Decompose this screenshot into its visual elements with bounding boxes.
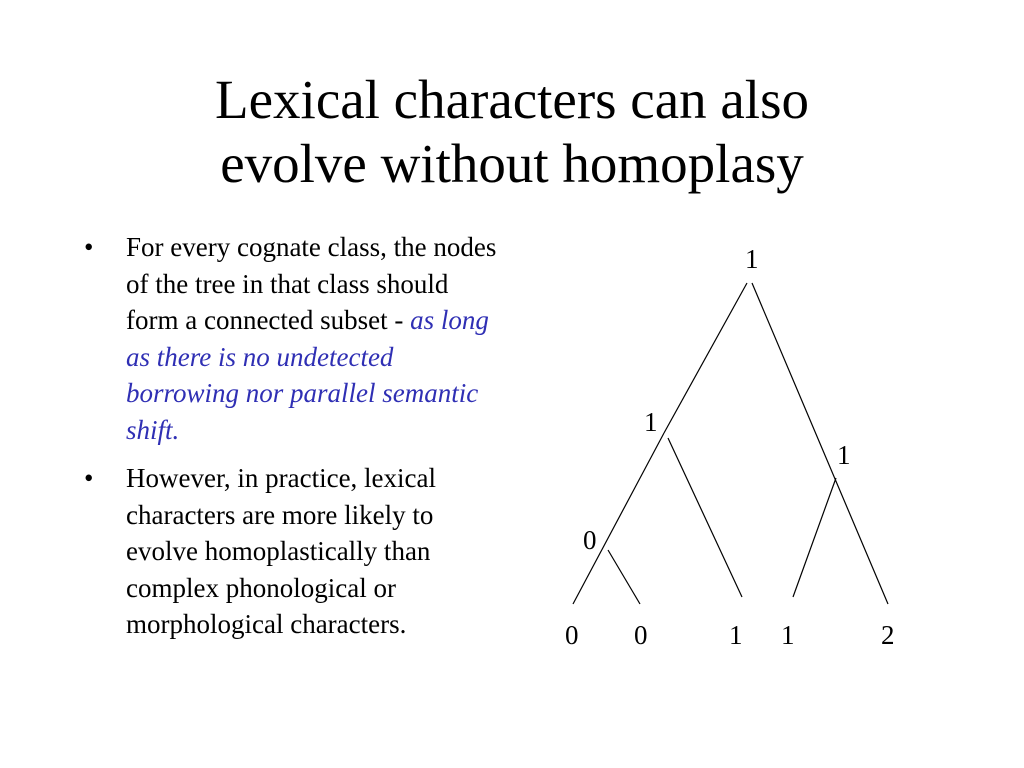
bullet-text: However, in practice, lexical characters are more likely to evolve homoplastically than complex phonological or morphological characters. <box>126 463 437 639</box>
leaf-label: 1 <box>729 620 743 650</box>
leaf-label: 0 <box>565 620 579 650</box>
branch-left-right-leaf <box>668 438 742 597</box>
bullet-item <box>80 229 500 448</box>
node-label-left-internal: 1 <box>644 407 658 437</box>
node-label-right-internal: 1 <box>837 440 851 470</box>
branch-root-left <box>664 283 747 433</box>
bullet-item <box>80 460 500 643</box>
slide-title <box>0 68 1024 196</box>
branch-root-right <box>752 283 888 604</box>
leaf-label: 2 <box>881 620 895 650</box>
title-line-1: Lexical characters can also <box>215 69 809 130</box>
node-label-leftmost-internal: 0 <box>583 525 597 555</box>
phylogenetic-tree <box>540 235 920 655</box>
bullet-emphasis: as long as there is no undetected borrowing nor parallel semantic shift. <box>126 305 489 445</box>
branch-right-internal-leaf <box>793 478 836 597</box>
title-line-2: evolve without homoplasy <box>220 132 804 194</box>
branch-leftmost-leaf <box>608 550 640 604</box>
leaf-label: 1 <box>781 620 795 650</box>
leaf-label: 0 <box>634 620 648 650</box>
node-label-root: 1 <box>745 244 759 274</box>
bullet-dot: • <box>84 463 94 493</box>
bullet-list <box>80 229 500 655</box>
branch-left-inner <box>573 433 664 604</box>
bullet-dot: • <box>84 232 94 262</box>
bullet-text: For every cognate class, the nodes of the tree in that class should form a connected subset - <box>126 232 497 335</box>
